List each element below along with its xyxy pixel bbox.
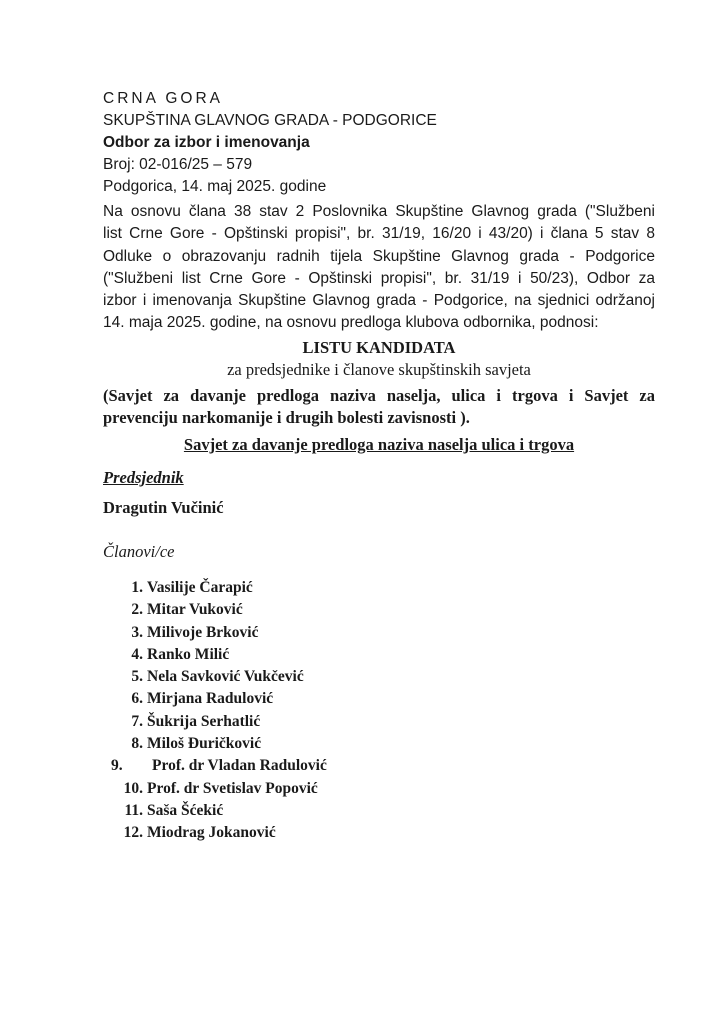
place-date: Podgorica, 14. maj 2025. godine	[103, 178, 327, 195]
member-name: Miloš Đuričković	[147, 735, 262, 753]
president-label: Predsjednik	[103, 468, 184, 487]
list-item	[113, 644, 327, 666]
title-main: LISTU KANDIDATA	[302, 338, 456, 357]
member-name: Ranko Milić	[147, 645, 230, 663]
intro-line: list Crne Gore - Opštinski propisi", br. 31/19, 16/20 i 43/20) i člana 5 stav 8	[103, 225, 655, 243]
member-name: Nela Savković Vukčević	[147, 668, 304, 686]
members-label: Članovi/ce	[103, 542, 175, 561]
parenthetical-line: prevenciju narkomanije i drugih bolesti zavisnosti ).	[103, 408, 470, 427]
document-header	[103, 88, 437, 198]
member-name: Mitar Vuković	[147, 601, 243, 619]
list-item	[113, 711, 327, 733]
intro-line: izbor i imenovanja Skupštine Glavnog grada - Podgorice, na sjednici održanoj	[103, 292, 655, 310]
president-name: Dragutin Vučinić	[103, 498, 224, 517]
member-name: Mirjana Radulović	[147, 690, 274, 708]
item-number: 5.	[131, 668, 143, 686]
list-item	[113, 666, 327, 688]
parenthetical-line: (Savjet za davanje predloga naziva naselja, ulica i trgova i Savjet za	[103, 386, 655, 405]
list-title	[100, 337, 658, 381]
member-name: Prof. dr Vladan Radulović	[152, 757, 327, 775]
member-name: Šukrija Serhatlić	[147, 712, 261, 730]
item-number: 12.	[123, 824, 143, 842]
item-number: 6.	[131, 690, 143, 708]
member-name: Milivoje Brković	[147, 623, 259, 641]
title-subtitle: za predsjednike i članove skupštinskih savjeta	[227, 360, 531, 379]
list-item	[113, 822, 327, 844]
item-number: 8.	[131, 735, 143, 753]
member-name: Saša Šćekić	[147, 801, 224, 819]
item-number: 4.	[131, 645, 143, 663]
committee-name: Odbor za izbor i imenovanja	[103, 134, 310, 151]
member-name: Prof. dr Svetislav Popović	[147, 779, 318, 797]
document-number: Broj: 02-016/25 – 579	[103, 156, 253, 173]
intro-paragraph	[103, 201, 655, 335]
intro-line: ("Službeni list Crne Gore - Opštinski propisi", br. 31/19 i 50/23), Odbor za	[103, 269, 655, 287]
title-parenthetical	[103, 385, 655, 429]
item-number: 9.	[111, 757, 123, 775]
assembly-name: SKUPŠTINA GLAVNOG GRADA - PODGORICE	[103, 112, 437, 129]
member-name: Miodrag Jokanović	[147, 824, 276, 842]
item-number: 1.	[131, 579, 143, 596]
list-item	[113, 800, 327, 822]
list-item	[113, 733, 327, 755]
item-number: 2.	[131, 601, 143, 619]
item-number: 7.	[131, 712, 143, 730]
list-item	[113, 688, 327, 710]
item-number: 10.	[123, 779, 143, 797]
list-item	[113, 622, 327, 644]
member-name: Vasilije Čarapić	[147, 579, 253, 596]
list-item	[113, 755, 327, 777]
state-name: CRNA GORA	[103, 90, 224, 107]
list-item	[113, 599, 327, 621]
list-item	[113, 778, 327, 800]
item-number: 3.	[131, 623, 143, 641]
item-number: 11.	[124, 801, 143, 819]
intro-line: Na osnovu člana 38 stav 2 Poslovnika Skupštine Glavnog grada ("Službeni	[103, 203, 655, 220]
section-heading: Savjet za davanje predloga naziva naselja ulica i trgova	[183, 435, 575, 454]
intro-line: Odluke o obrazovanju radnih tijela Skupštine Glavnog grada - Podgorice	[103, 247, 655, 265]
intro-line: 14. maja 2025. godine, na osnovu predloga klubova odbornika, podnosi:	[103, 314, 599, 332]
list-item	[113, 577, 327, 599]
members-list	[113, 577, 327, 845]
